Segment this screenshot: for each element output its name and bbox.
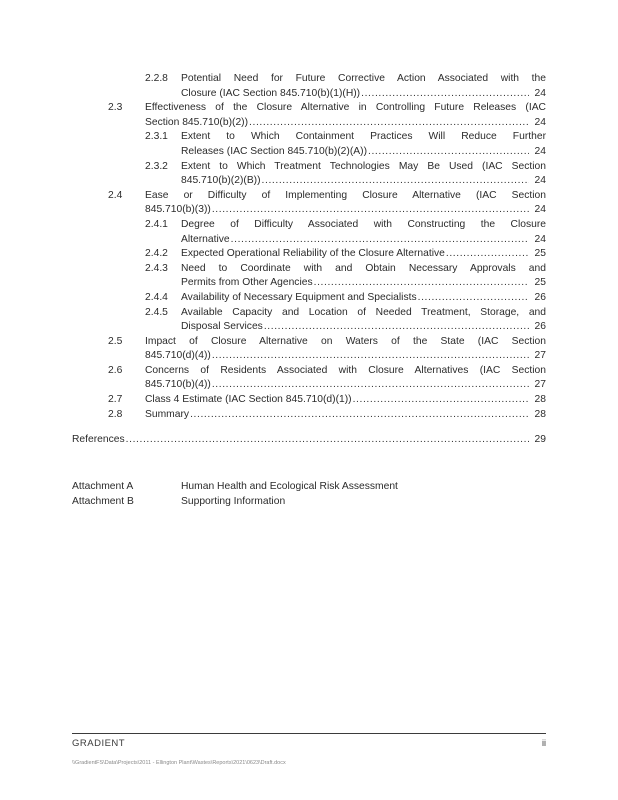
toc-entry[interactable] — [72, 291, 546, 306]
toc-entry-title: Expected Operational Reliability of the Closure Alternative — [181, 248, 445, 260]
toc-page-number: 25 — [534, 248, 546, 260]
toc-entry-title: Disposal Services — [181, 321, 263, 333]
toc-entry-title: 845.710(d)(4)) — [145, 350, 211, 362]
toc-entry-title: Releases (IAC Section 845.710(b)(2)(A)) — [181, 145, 367, 157]
dot-leader — [190, 408, 529, 423]
dot-leader — [126, 433, 529, 448]
toc-entry[interactable] — [72, 433, 546, 448]
toc-entry-number: 2.3.2 — [145, 160, 168, 172]
toc-entry[interactable] — [72, 262, 546, 291]
toc-entry-number: 2.7 — [108, 394, 123, 406]
toc-entry-number: 2.8 — [108, 408, 123, 420]
toc-entry-title: Availability of Necessary Equipment and Specialists — [181, 291, 417, 303]
toc-entry-number: 2.6 — [108, 364, 123, 376]
dot-leader — [361, 87, 529, 102]
toc-entry-title: 845.710(b)(3)) — [145, 204, 211, 216]
toc-entry-title: Section 845.710(b)(2)) — [145, 116, 249, 128]
toc-entry-title: Class 4 Estimate (IAC Section 845.710(d)(1)) — [145, 394, 352, 406]
dot-leader — [249, 116, 529, 131]
toc-page-number: 24 — [534, 204, 546, 216]
toc-entry-number: 2.4 — [108, 189, 123, 201]
dot-leader — [212, 378, 529, 393]
toc-entry-title-line: Impact of Closure Alternative on Waters of the State (IAC Section — [145, 335, 546, 347]
dot-leader — [353, 393, 529, 408]
toc-entry-title: References — [72, 434, 125, 446]
dot-leader — [418, 291, 529, 306]
toc-page-number: 24 — [534, 87, 546, 99]
toc-entry-number: 2.3 — [108, 102, 123, 114]
attachment-title: Supporting Information — [181, 495, 286, 507]
attachments-list — [72, 480, 398, 509]
toc-page-number: 24 — [534, 145, 546, 157]
toc-entry-title: Alternative — [181, 233, 230, 245]
toc-entry-number: 2.4.2 — [145, 248, 168, 260]
toc-entry-number: 2.5 — [108, 335, 123, 347]
dot-leader — [212, 349, 529, 364]
toc-entry[interactable] — [72, 101, 546, 130]
toc-entry-title: Summary — [145, 408, 190, 420]
toc-page-number: 28 — [534, 394, 546, 406]
dot-leader — [212, 203, 529, 218]
toc-entry-title: Permits from Other Agencies — [181, 277, 313, 289]
toc-page-number: 26 — [534, 291, 546, 303]
toc-entry-title-line: Potential Need for Future Corrective Action Associated with the — [181, 73, 546, 84]
toc-entry-number: 2.4.5 — [145, 306, 168, 318]
toc-page-number: 28 — [534, 408, 546, 420]
footer-logo: GRADIENT — [72, 738, 126, 749]
table-of-contents — [72, 72, 546, 448]
toc-entry[interactable] — [72, 247, 546, 262]
toc-entry-title: 845.710(b)(2)(B)) — [181, 175, 261, 187]
toc-entry-title-line: Effectiveness of the Closure Alternative in Controlling Future Releases (IAC — [145, 102, 546, 114]
attachment-label: Attachment A — [72, 481, 134, 492]
dot-leader — [264, 320, 529, 335]
toc-page-number: 25 — [534, 277, 546, 289]
toc-entry-title-line: Extent to Which Containment Practices Will Reduce Further — [181, 131, 546, 143]
toc-entry-title-line: Extent to Which Treatment Technologies May Be Used (IAC Section — [181, 160, 546, 172]
toc-entry[interactable] — [72, 306, 546, 335]
dot-leader — [314, 276, 529, 291]
toc-entry-number: 2.4.1 — [145, 218, 168, 230]
toc-entry-title-line: Degree of Difficulty Associated with Constructing the Closure — [181, 218, 546, 230]
toc-page-number: 26 — [534, 321, 546, 333]
toc-entry-title: 845.710(b)(4)) — [145, 379, 211, 391]
toc-page-number: 24 — [534, 175, 546, 187]
toc-entry-title: Closure (IAC Section 845.710(b)(1)(H)) — [181, 87, 361, 99]
page-number: ii — [542, 738, 546, 748]
toc-page-number: 27 — [534, 350, 546, 362]
toc-entry[interactable] — [72, 130, 546, 159]
toc-entry-title-line: Concerns of Residents Associated with Closure Alternatives (IAC Section — [145, 364, 546, 376]
attachment-title: Human Health and Ecological Risk Assessment — [181, 481, 398, 492]
dot-leader — [446, 247, 529, 262]
attachment-entry[interactable] — [72, 480, 398, 495]
toc-page-number: 24 — [534, 233, 546, 245]
toc-entry-title-line: Ease or Difficulty of Implementing Closure Alternative (IAC Section — [145, 189, 546, 201]
toc-entry[interactable] — [72, 393, 546, 408]
toc-entry[interactable] — [72, 408, 546, 423]
attachment-entry[interactable] — [72, 495, 398, 510]
toc-page-number: 24 — [534, 116, 546, 128]
toc-entry[interactable] — [72, 160, 546, 189]
toc-entry-number: 2.2.8 — [145, 73, 168, 84]
toc-entry-title-line: Need to Coordinate with and Obtain Necessary Approvals and — [181, 262, 546, 274]
attachment-label: Attachment B — [72, 495, 134, 507]
toc-entry[interactable] — [72, 218, 546, 247]
toc-entry-number: 2.4.4 — [145, 291, 168, 303]
dot-leader — [262, 174, 529, 189]
footer-divider — [72, 733, 546, 734]
toc-entry-title-line: Available Capacity and Location of Needed Treatment, Storage, and — [181, 306, 546, 318]
toc-page-number: 29 — [534, 434, 546, 446]
toc-entry[interactable] — [72, 364, 546, 393]
toc-entry-number: 2.3.1 — [145, 131, 168, 143]
toc-entry[interactable] — [72, 335, 546, 364]
footer-file-path: \\GradientFS\Data\Projects\2011 - Ellington Plant\Wastes\Reports\2021\0623\Draft.docx — [72, 760, 286, 766]
toc-entry-number: 2.4.3 — [145, 262, 168, 274]
toc-entry[interactable] — [72, 72, 546, 101]
dot-leader — [231, 233, 529, 248]
toc-entry[interactable] — [72, 189, 546, 218]
toc-page-number: 27 — [534, 379, 546, 391]
dot-leader — [368, 145, 529, 160]
